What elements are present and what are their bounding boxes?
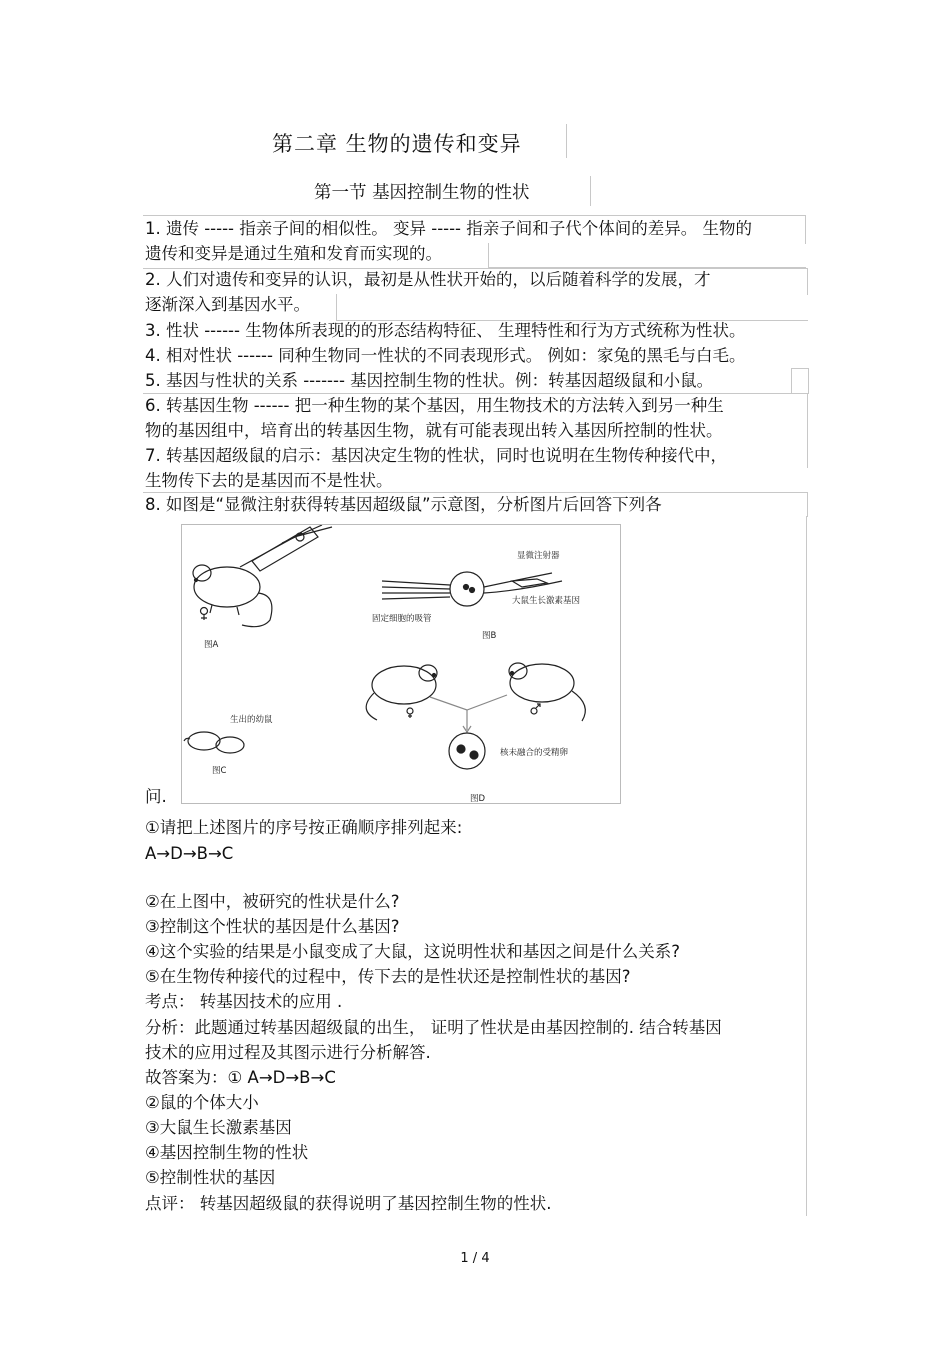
page-number: 1 / 4: [460, 1251, 490, 1266]
syringe-icon: [240, 525, 332, 571]
scan-frame: [488, 243, 806, 268]
scan-frame: [336, 294, 808, 321]
chapter-title: 第二章 生物的遗传和变异: [272, 132, 522, 156]
paragraph-line: 遗传和变异是通过生殖和发育而实现的。: [145, 244, 442, 263]
label-figure-c: 图C: [212, 766, 227, 776]
question-tail: 问.: [145, 787, 167, 806]
paragraph-line: 5. 基因与性状的关系 ------- 基因控制生物的性状。例：转基因超级鼠和小鼠。: [145, 371, 714, 390]
question-line: ①请把上述图片的序号按正确顺序排列起来:: [145, 818, 463, 837]
label-figure-a: 图A: [204, 640, 219, 650]
figure-drawing: [182, 525, 620, 803]
scan-frame: [791, 368, 809, 394]
paragraph-line: 4. 相对性状 ------ 同种生物同一性状的不同表现形式。 例如：家兔的黑毛与白毛。: [145, 346, 746, 365]
analysis-line: ④基因控制生物的性状: [145, 1143, 309, 1162]
question-line: ③控制这个性状的基因是什么基因?: [145, 917, 400, 936]
paragraph-line: 逐渐深入到基因水平。: [145, 295, 310, 314]
analysis-line: ③大鼠生长激素基因: [145, 1118, 292, 1137]
analysis-line: 故答案为：① A→D→B→C: [145, 1068, 336, 1087]
mouse-d-right-icon: [509, 663, 585, 721]
label-gene: 大鼠生长激素基因: [512, 596, 581, 606]
mouse-d-left-icon: [366, 665, 437, 720]
question-line: ②在上图中，被研究的性状是什么?: [145, 892, 400, 911]
transgenic-mouse-figure: [181, 524, 621, 804]
analysis-line: ②鼠的个体大小: [145, 1093, 259, 1112]
label-pipette: 固定细胞的吸管: [372, 614, 432, 624]
label-egg: 核未融合的受精卵: [500, 748, 569, 758]
answer-line: A→D→B→C: [145, 844, 234, 863]
paragraph-line: 7. 转基因超级鼠的启示：基因决定生物的性状，同时也说明在生物传种接代中，: [145, 446, 727, 465]
scan-frame: [806, 516, 807, 1216]
analysis-line: 分析：此题通过转基因超级鼠的出生， 证明了性状是由基因控制的. 结合转基因: [145, 1018, 722, 1037]
paragraph-line: 3. 性状 ------ 生物体所表现的的形态结构特征、 生理特性和行为方式统称为性状。: [145, 321, 746, 340]
label-figure-d: 图D: [470, 794, 486, 803]
paragraph-line: 8. 如图是“显微注射获得转基因超级鼠”示意图，分析图片后回答下列各: [145, 495, 662, 514]
paragraph-line: 1. 遗传 ----- 指亲子间的相似性。 变异 ----- 指亲子间和子代个体间的差异。 生物的: [145, 219, 752, 238]
question-line: ⑤在生物传种接代的过程中，传下去的是性状还是控制性状的基因?: [145, 967, 631, 986]
pups-icon: [184, 732, 244, 753]
label-injector: 显微注射器: [517, 551, 560, 561]
analysis-line: ⑤控制性状的基因: [145, 1168, 276, 1187]
paragraph-line: 2. 人们对遗传和变异的认识，最初是从性状开始的，以后随着科学的发展，才: [145, 270, 711, 289]
paragraph-line: 生物传下去的是基因而不是性状。: [145, 471, 393, 490]
paragraph-line: 物的基因组中，培育出的转基因生物，就有可能表现出转入基因所控制的性状。: [145, 421, 723, 440]
fertilized-egg-icon: [449, 733, 485, 769]
label-pups: 生出的幼鼠: [230, 715, 273, 725]
analysis-line: 点评： 转基因超级鼠的获得说明了基因控制生物的性状.: [145, 1194, 552, 1213]
question-line: ④这个实验的结果是小鼠变成了大鼠，这说明性状和基因之间是什么关系?: [145, 942, 681, 961]
section-title: 第一节 基因控制生物的性状: [314, 183, 530, 203]
label-figure-b: 图B: [482, 631, 497, 641]
analysis-line: 考点： 转基因技术的应用 .: [145, 992, 343, 1011]
paragraph-line: 6. 转基因生物 ------ 把一种生物的某个基因，用生物技术的方法转入到另一种生: [145, 396, 724, 415]
analysis-line: 技术的应用过程及其图示进行分析解答.: [145, 1043, 431, 1062]
